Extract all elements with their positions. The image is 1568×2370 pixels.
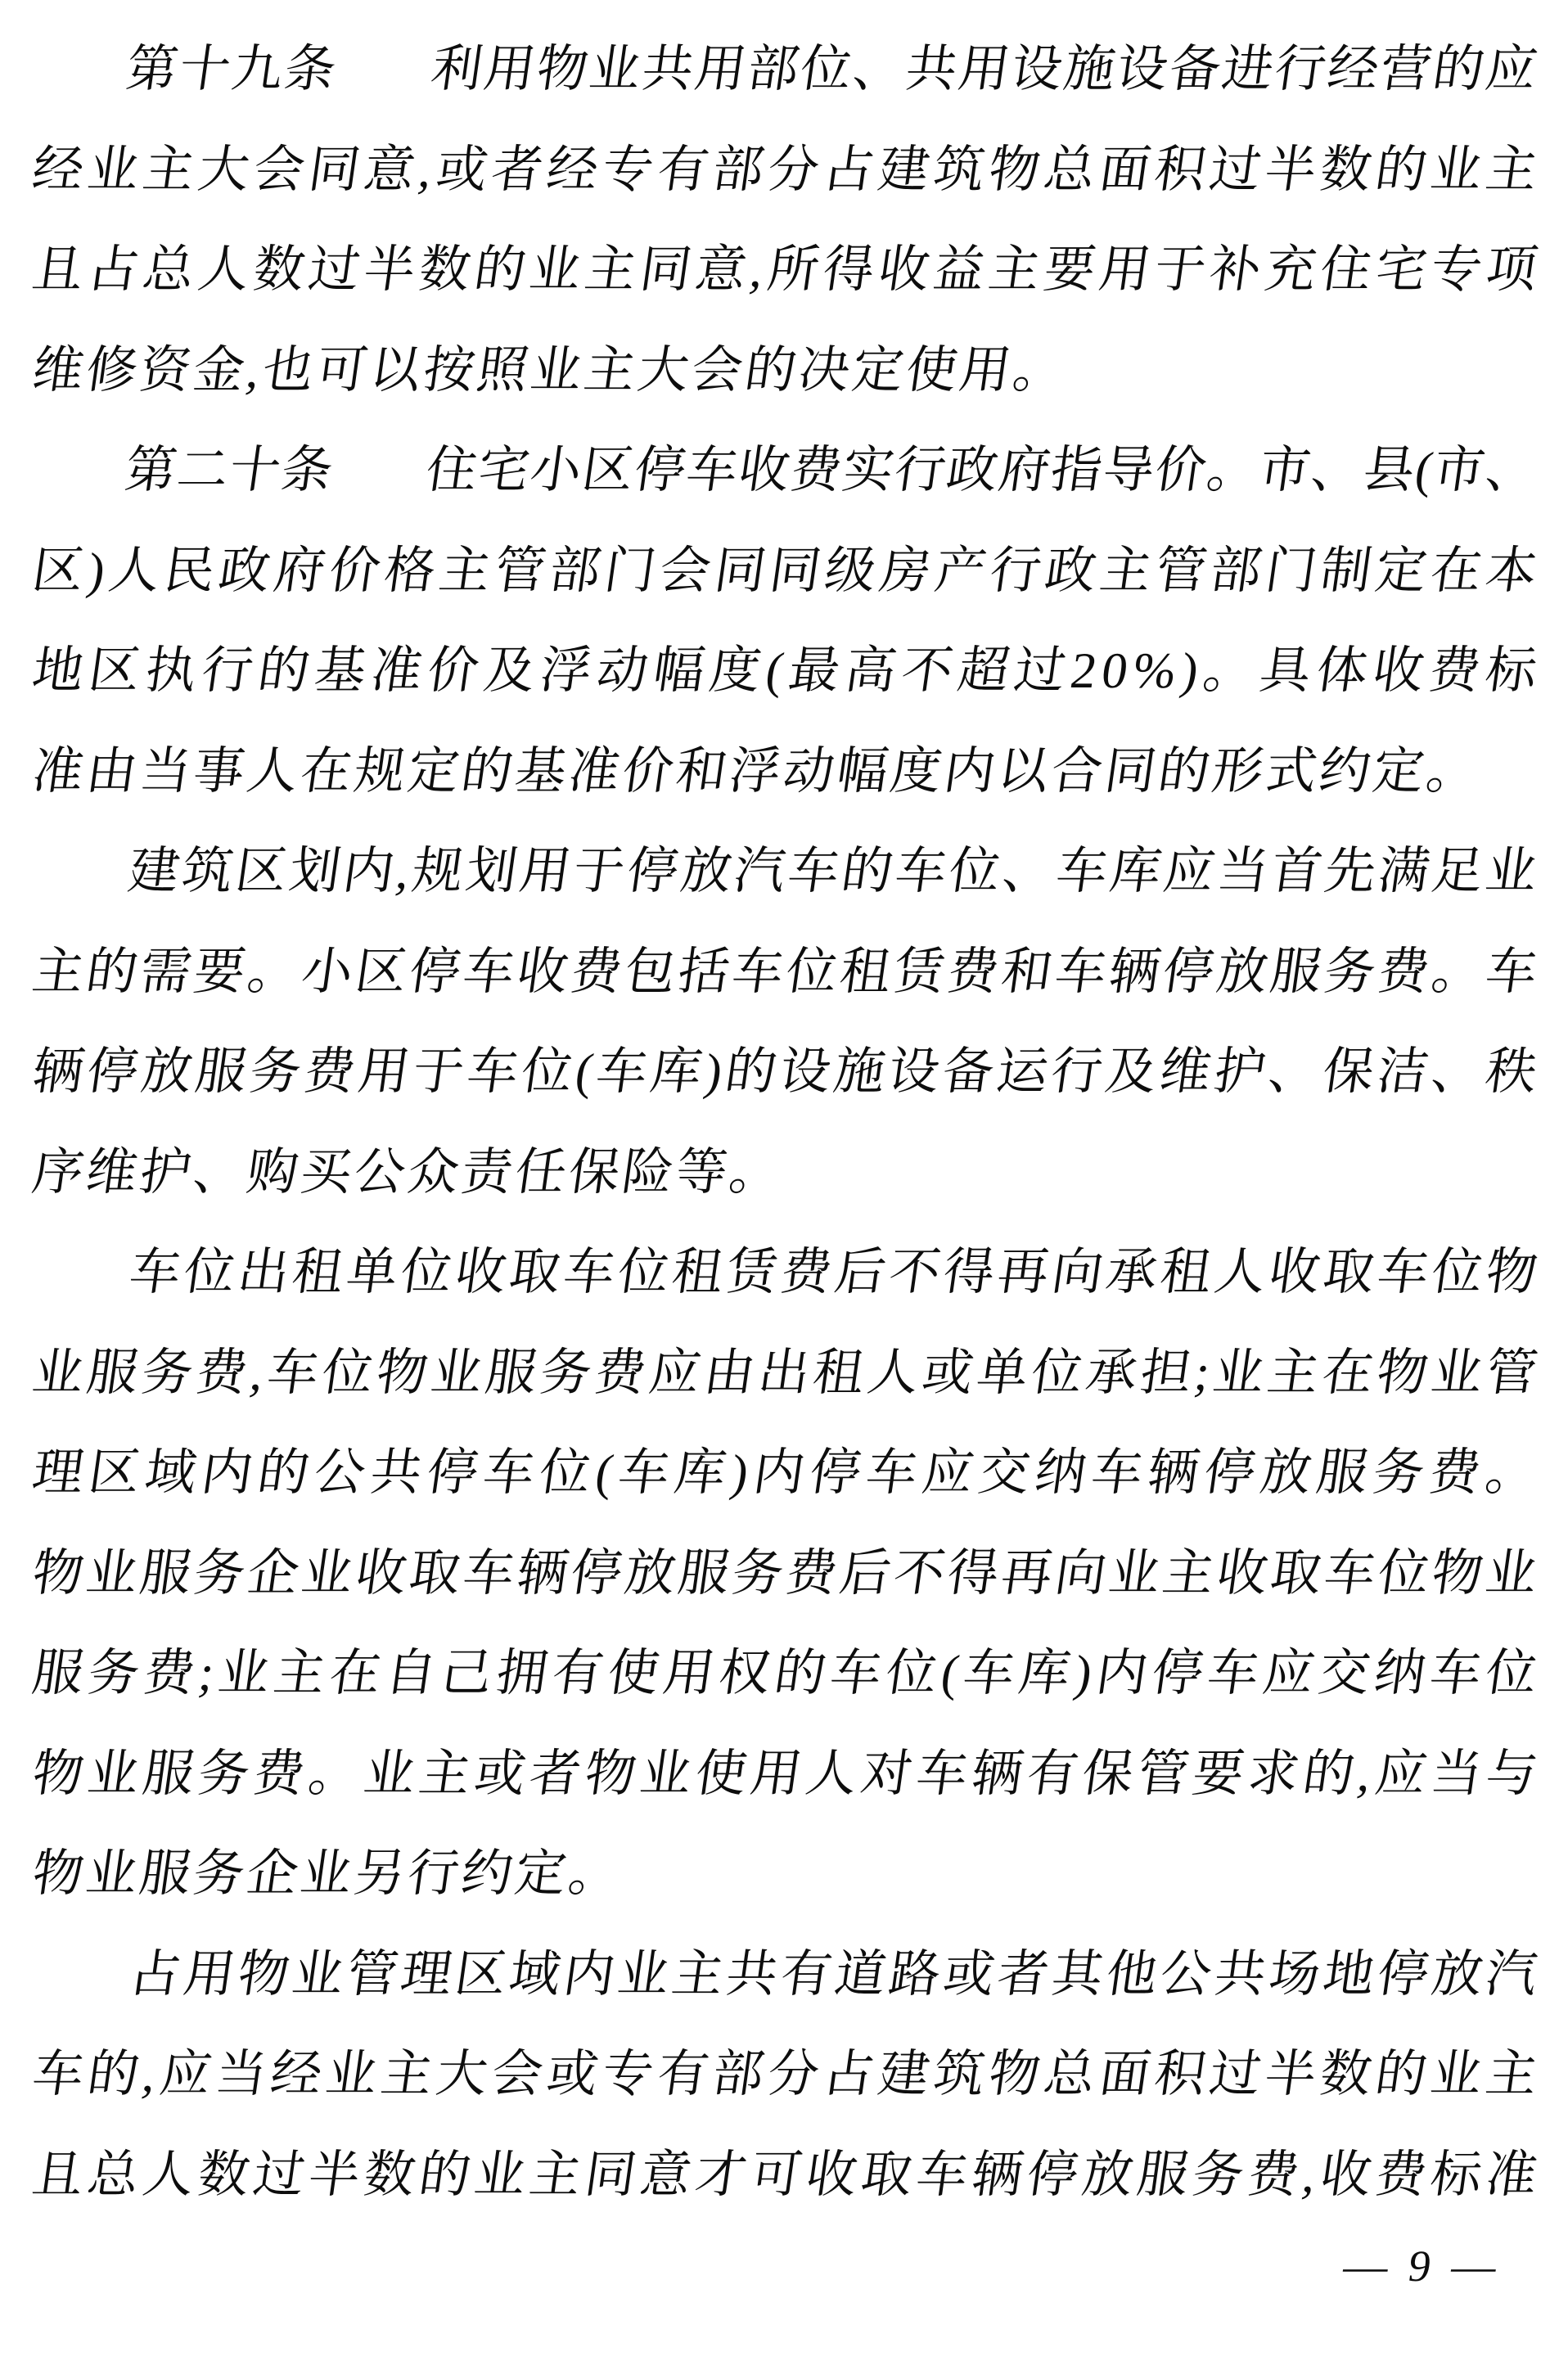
- text-line: 辆 停 放 服 务 费 用 于 车 位 ( 车 库 ) 的 设 施 设 备 运 行 及 维 护 、 保 洁 、 秩: [29, 1044, 1541, 1101]
- text-line: 车 位 出 租 单 位 收 取 车 位 租 赁 费 后 不 得 再 向 承 租 人 收 取 车 位 物: [125, 1245, 1541, 1301]
- text-line: 维 修 资 金 , 也 可 以 按 照 业 主 大 会 的 决 定 使 用 。: [29, 342, 1069, 399]
- text-line: 第 二 十 条 住 宅 小 区 停 车 收 费 实 行 政 府 指 导 价 。 市 、 县 ( 市 、: [121, 443, 1541, 499]
- text-line: 地 区 执 行 的 基 准 价 及 浮 动 幅 度 ( 最 高 不 超 过 2 0 % ) 。 具 体 收 费 标: [29, 643, 1541, 700]
- text-block: [29, 20, 1541, 2225]
- text-line: 序 维 护 、 购 买 公 众 责 任 保 险 等 。: [29, 1144, 785, 1201]
- text-line: 区 ) 人 民 政 府 价 格 主 管 部 门 会 同 同 级 房 产 行 政 主 管 部 门 制 定 在 本: [29, 543, 1541, 599]
- page-number: — 9 —: [1340, 2242, 1505, 2291]
- text-line: 物 业 服 务 费 。 业 主 或 者 物 业 使 用 人 对 车 辆 有 保 管 要 求 的 , 应 当 与: [29, 1746, 1541, 1802]
- text-line: 服 务 费 ; 业 主 在 自 己 拥 有 使 用 权 的 车 位 ( 车 库 ) 内 停 车 应 交 纳 车 位: [29, 1646, 1541, 1702]
- text-line: 经 业 主 大 会 同 意 , 或 者 经 专 有 部 分 占 建 筑 物 总 面 积 过 半 数 的 业 主: [29, 142, 1541, 198]
- text-line: 车 的 , 应 当 经 业 主 大 会 或 专 有 部 分 占 建 筑 物 总 面 积 过 半 数 的 业 主: [29, 2047, 1541, 2103]
- text-line: 业 服 务 费 , 车 位 物 业 服 务 费 应 由 出 租 人 或 单 位 承 担 ; 业 主 在 物 业 管: [29, 1345, 1541, 1401]
- text-line: 占 用 物 业 管 理 区 域 内 业 主 共 有 道 路 或 者 其 他 公 共 场 地 停 放 汽: [125, 1946, 1541, 2003]
- text-line: 且 占 总 人 数 过 半 数 的 业 主 同 意 , 所 得 收 益 主 要 用 于 补 充 住 宅 专 项: [29, 242, 1541, 299]
- text-line: 主 的 需 要 。 小 区 停 车 收 费 包 括 车 位 租 赁 费 和 车 辆 停 放 服 务 费 。 车: [29, 944, 1541, 1000]
- text-line: 准 由 当 事 人 在 规 定 的 基 准 价 和 浮 动 幅 度 内 以 合 同 的 形 式 约 定 。: [29, 743, 1482, 800]
- text-line: 理 区 域 内 的 公 共 停 车 位 ( 车 库 ) 内 停 车 应 交 纳 车 辆 停 放 服 务 费 。: [29, 1445, 1541, 1502]
- text-line: 物 业 服 务 企 业 另 行 约 定 。: [29, 1846, 624, 1903]
- text-line: 建 筑 区 划 内 , 规 划 用 于 停 放 汽 车 的 车 位 、 车 库 应 当 首 先 满 足 业: [124, 844, 1541, 900]
- text-line: 物 业 服 务 企 业 收 取 车 辆 停 放 服 务 费 后 不 得 再 向 业 主 收 取 车 位 物 业: [29, 1545, 1541, 1602]
- text-line: 第 十 九 条 利 用 物 业 共 用 部 位 、 共 用 设 施 设 备 进 行 经 营 的 应: [123, 42, 1541, 98]
- text-line: 且 总 人 数 过 半 数 的 业 主 同 意 才 可 收 取 车 辆 停 放 服 务 费 , 收 费 标 准: [29, 2147, 1541, 2203]
